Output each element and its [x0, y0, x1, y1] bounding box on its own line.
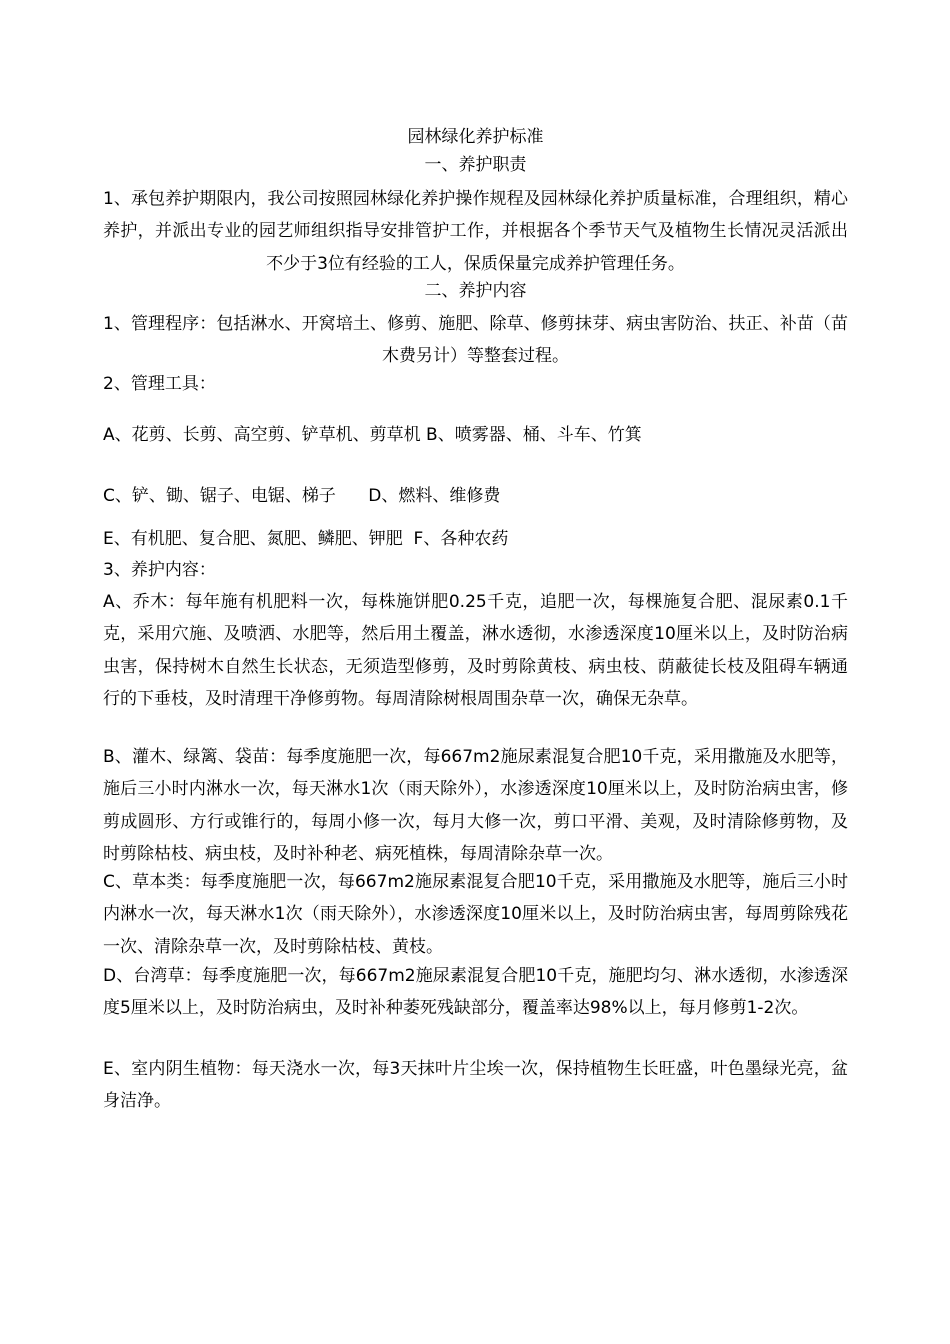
paragraph-item-b: B、灌木、绿篱、袋苗：每季度施肥一次，每667m2施尿素混复合肥10千克，采用撒施及水肥等，施后三小时内淋水一次，每天淋水1次（雨天除外），水渗透深度10厘米以上，及时防治病虫害，修剪成圆形、方行或锥行的，每周小修一次，每月大修一次，剪口平滑、美观，及时清除修剪物，及时剪除枯枝、病虫枝，及时补种老、病死植株，每周清除杂草一次。	[103, 747, 848, 865]
paragraph-content-heading: 3、养护内容：	[103, 560, 216, 580]
paragraph-procedure: 1、管理程序：包括淋水、开窝培土、修剪、施肥、除草、修剪抹芽、病虫害防治、扶正、补苗（苗木费另计）等整套过程。	[103, 314, 848, 367]
tools-line-a: A、花剪、长剪、高空剪、铲草机、剪草机 B、喷雾器、桶、斗车、竹箕	[103, 425, 642, 445]
section-heading-duties: 一、养护职责	[424, 155, 527, 175]
paragraph-item-c: C、草本类：每季度施肥一次，每667m2施尿素混复合肥10千克，采用撒施及水肥等，施后三小时内淋水一次，每天淋水1次（雨天除外），水渗透深度10厘米以上，及时防治病虫害，每周剪除残花一次、清除杂草一次，及时剪除枯枝、黄枝。	[103, 872, 848, 957]
document-title: 园林绿化养护标准	[407, 127, 544, 147]
tools-line-c: C、铲、锄、锯子、电锯、梯子 D、燃料、维修费	[103, 486, 501, 506]
paragraph-item-e: E、室内阴生植物：每天浇水一次，每3天抹叶片尘埃一次，保持植物生长旺盛，叶色墨绿光亮，盆身洁净。	[103, 1059, 848, 1112]
paragraph-item-a: A、乔木：每年施有机肥料一次，每株施饼肥0.25千克，追肥一次，每棵施复合肥、混尿素0.1千克，采用穴施、及喷洒、水肥等，然后用土覆盖，淋水透彻，水渗透深度10厘米以上，及时防治病虫害，保持树木自然生长状态，无须造型修剪，及时剪除黄枝、病虫枝、荫蔽徒长枝及阻碍车辆通行的下垂枝，及时清理干净修剪物。每周清除树根周围杂草一次，确保无杂草。	[103, 592, 848, 710]
section-heading-content: 二、养护内容	[424, 281, 527, 301]
tools-line-e: E、有机肥、复合肥、氮肥、鳞肥、钾肥 F、各种农药	[103, 529, 509, 549]
paragraph-item-d: D、台湾草：每季度施肥一次，每667m2施尿素混复合肥10千克，施肥均匀、淋水透彻，水渗透深度5厘米以上，及时防治病虫，及时补种萎死残缺部分，覆盖率达98%以上，每月修剪1-2次。	[103, 966, 848, 1019]
paragraph-tools-heading: 2、管理工具：	[103, 374, 216, 394]
paragraph-duties: 1、承包养护期限内，我公司按照园林绿化养护操作规程及园林绿化养护质量标准，合理组织，精心养护，并派出专业的园艺师组织指导安排管护工作，并根据各个季节天气及植物生长情况灵活派出不少于3位有经验的工人，保质保量完成养护管理任务。	[103, 189, 848, 274]
